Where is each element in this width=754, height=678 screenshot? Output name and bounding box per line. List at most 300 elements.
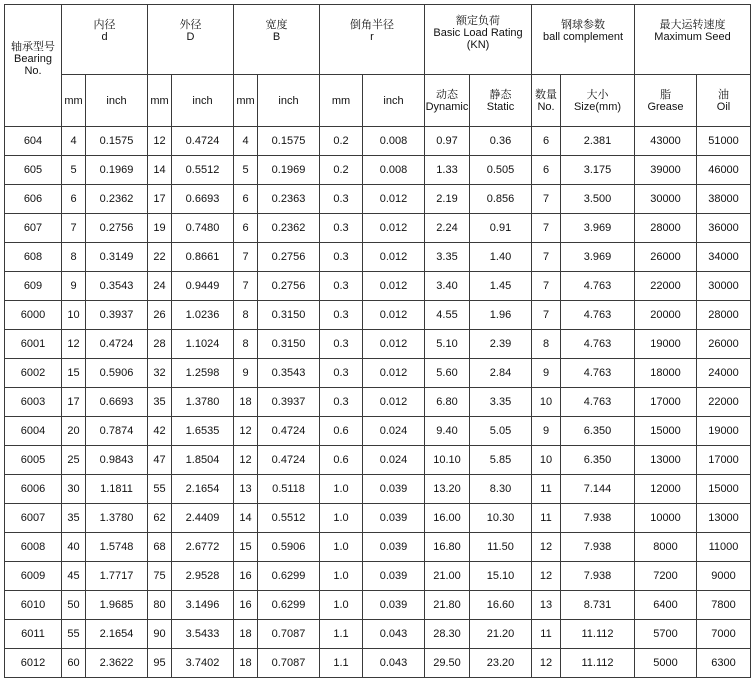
inner-mm-cell: 4 <box>62 127 86 156</box>
chamfer-mm-cell: 0.3 <box>320 301 363 330</box>
speed-grease-cell: 15000 <box>635 417 697 446</box>
width-mm-cell: 8 <box>234 301 258 330</box>
table-row <box>5 388 751 417</box>
chamfer-mm-cell: 0.6 <box>320 446 363 475</box>
outer-mm-cell: 55 <box>148 475 172 504</box>
inner-inch-cell: 2.3622 <box>86 649 148 678</box>
outer-inch-cell: 3.7402 <box>172 649 234 678</box>
load-static-cell: 2.39 <box>470 330 532 359</box>
speed-oil-cell: 7000 <box>697 620 751 649</box>
speed-oil-cell: 46000 <box>697 156 751 185</box>
chamfer-inch-cell: 0.039 <box>363 562 425 591</box>
inner-mm-cell: 45 <box>62 562 86 591</box>
width-mm-cell: 7 <box>234 272 258 301</box>
width-inch-cell: 0.2756 <box>258 272 320 301</box>
load-static-cell: 21.20 <box>470 620 532 649</box>
inner-inch-cell: 1.1811 <box>86 475 148 504</box>
inner-inch-cell: 0.6693 <box>86 388 148 417</box>
ball-size-cell: 11.112 <box>561 620 635 649</box>
ball-qty-cell: 11 <box>532 504 561 533</box>
chamfer-inch-cell: 0.012 <box>363 185 425 214</box>
header-row-groups <box>5 5 751 75</box>
chamfer-inch-cell: 0.043 <box>363 649 425 678</box>
load-static-cell: 23.20 <box>470 649 532 678</box>
load-dynamic-cell: 6.80 <box>425 388 470 417</box>
load-static-header <box>470 75 532 127</box>
speed-grease-cell: 5700 <box>635 620 697 649</box>
chamfer-mm-cell: 0.2 <box>320 156 363 185</box>
table-row <box>5 504 751 533</box>
ball-qty-cell: 7 <box>532 301 561 330</box>
outer-mm-cell: 35 <box>148 388 172 417</box>
inner-mm-cell: 35 <box>62 504 86 533</box>
inner-inch-cell: 0.5906 <box>86 359 148 388</box>
ball-qty-cell: 12 <box>532 649 561 678</box>
inner-mm-cell: 6 <box>62 185 86 214</box>
speed-grease-cell: 19000 <box>635 330 697 359</box>
dynamic-zh: 动态 <box>436 88 458 101</box>
inner-inch-cell: 0.3149 <box>86 243 148 272</box>
inner-inch-cell: 0.7874 <box>86 417 148 446</box>
speed-grease-cell: 22000 <box>635 272 697 301</box>
header-row-units <box>5 75 751 127</box>
speed-grease-cell: 39000 <box>635 156 697 185</box>
table-row <box>5 475 751 504</box>
load-dynamic-cell: 3.40 <box>425 272 470 301</box>
width-mm-cell: 6 <box>234 185 258 214</box>
load-dynamic-cell: 16.00 <box>425 504 470 533</box>
ball-complement-en: ball complement <box>542 31 624 43</box>
load-static-cell: 8.30 <box>470 475 532 504</box>
speed-oil-cell: 30000 <box>697 272 751 301</box>
ball-qty-cell: 9 <box>532 359 561 388</box>
inner-mm-cell: 55 <box>62 620 86 649</box>
ball-qty-cell: 7 <box>532 214 561 243</box>
width-inch-cell: 0.2756 <box>258 243 320 272</box>
chamfer-mm-cell: 1.0 <box>320 533 363 562</box>
inner-inch-cell: 0.3937 <box>86 301 148 330</box>
load-static-cell: 0.36 <box>470 127 532 156</box>
table-row <box>5 417 751 446</box>
unit-inch: inch <box>172 75 234 127</box>
chamfer-inch-cell: 0.012 <box>363 330 425 359</box>
oil-en: Oil <box>716 100 731 113</box>
load-dynamic-cell: 10.10 <box>425 446 470 475</box>
outer-inch-cell: 1.0236 <box>172 301 234 330</box>
bearing-no-cell: 6007 <box>5 504 62 533</box>
load-dynamic-cell: 2.24 <box>425 214 470 243</box>
chamfer-symbol: r <box>370 31 374 43</box>
bearing-no-cell: 6006 <box>5 475 62 504</box>
table-body <box>5 127 751 678</box>
outer-mm-cell: 32 <box>148 359 172 388</box>
outer-inch-cell: 1.3780 <box>172 388 234 417</box>
inner-inch-cell: 1.5748 <box>86 533 148 562</box>
table-header <box>5 5 751 127</box>
width-mm-cell: 9 <box>234 359 258 388</box>
load-static-cell: 0.856 <box>470 185 532 214</box>
outer-inch-cell: 2.9528 <box>172 562 234 591</box>
ball-qty-cell: 11 <box>532 620 561 649</box>
load-dynamic-cell: 16.80 <box>425 533 470 562</box>
load-static-cell: 2.84 <box>470 359 532 388</box>
speed-oil-cell: 51000 <box>697 127 751 156</box>
bearing-no-cell: 6003 <box>5 388 62 417</box>
load-dynamic-cell: 5.60 <box>425 359 470 388</box>
col-group-width <box>234 5 320 75</box>
ball-qty-header <box>532 75 561 127</box>
table-row <box>5 533 751 562</box>
size-zh: 大小 <box>586 88 609 101</box>
load-dynamic-cell: 21.80 <box>425 591 470 620</box>
unit-mm: mm <box>320 75 363 127</box>
ball-size-cell: 6.350 <box>561 446 635 475</box>
ball-size-cell: 3.500 <box>561 185 635 214</box>
inner-mm-cell: 12 <box>62 330 86 359</box>
speed-oil-cell: 38000 <box>697 185 751 214</box>
inner-mm-cell: 20 <box>62 417 86 446</box>
qty-zh: 数量 <box>535 88 557 101</box>
load-rating-zh: 额定负荷 <box>456 15 500 27</box>
outer-mm-cell: 12 <box>148 127 172 156</box>
chamfer-inch-cell: 0.043 <box>363 620 425 649</box>
speed-grease-cell: 18000 <box>635 359 697 388</box>
ball-qty-cell: 7 <box>532 272 561 301</box>
outer-inch-cell: 0.7480 <box>172 214 234 243</box>
bearing-no-cell: 6000 <box>5 301 62 330</box>
width-mm-cell: 18 <box>234 388 258 417</box>
load-dynamic-cell: 21.00 <box>425 562 470 591</box>
unit-inch: inch <box>258 75 320 127</box>
inner-mm-cell: 10 <box>62 301 86 330</box>
col-group-load-rating <box>425 5 532 75</box>
outer-inch-cell: 2.6772 <box>172 533 234 562</box>
outer-mm-cell: 28 <box>148 330 172 359</box>
bearing-no-cell: 605 <box>5 156 62 185</box>
ball-size-cell: 3.969 <box>561 243 635 272</box>
speed-oil-cell: 15000 <box>697 475 751 504</box>
table-row <box>5 620 751 649</box>
chamfer-inch-cell: 0.039 <box>363 475 425 504</box>
inner-mm-cell: 60 <box>62 649 86 678</box>
inner-inch-cell: 0.2362 <box>86 185 148 214</box>
width-inch-cell: 0.3937 <box>258 388 320 417</box>
outer-inch-cell: 3.5433 <box>172 620 234 649</box>
col-bearing-no <box>5 5 62 127</box>
load-static-cell: 3.35 <box>470 388 532 417</box>
table-row <box>5 591 751 620</box>
ball-size-cell: 6.350 <box>561 417 635 446</box>
speed-oil-cell: 22000 <box>697 388 751 417</box>
outer-inch-cell: 1.1024 <box>172 330 234 359</box>
speed-oil-header <box>697 75 751 127</box>
width-symbol: B <box>272 31 281 43</box>
bearing-no-cell: 6005 <box>5 446 62 475</box>
unit-mm: mm <box>234 75 258 127</box>
speed-grease-cell: 20000 <box>635 301 697 330</box>
ball-size-cell: 3.175 <box>561 156 635 185</box>
inner-inch-cell: 0.1969 <box>86 156 148 185</box>
chamfer-mm-cell: 1.1 <box>320 620 363 649</box>
ball-qty-cell: 6 <box>532 127 561 156</box>
bearing-no-cell: 6009 <box>5 562 62 591</box>
speed-grease-cell: 10000 <box>635 504 697 533</box>
width-inch-cell: 0.7087 <box>258 649 320 678</box>
load-dynamic-header <box>425 75 470 127</box>
width-mm-cell: 6 <box>234 214 258 243</box>
chamfer-mm-cell: 0.3 <box>320 359 363 388</box>
inner-inch-cell: 0.9843 <box>86 446 148 475</box>
chamfer-inch-cell: 0.012 <box>363 301 425 330</box>
width-inch-cell: 0.3543 <box>258 359 320 388</box>
table-row <box>5 301 751 330</box>
width-inch-cell: 0.4724 <box>258 446 320 475</box>
ball-size-cell: 4.763 <box>561 301 635 330</box>
outer-mm-cell: 24 <box>148 272 172 301</box>
col-group-outer-diameter <box>148 5 234 75</box>
chamfer-inch-cell: 0.039 <box>363 533 425 562</box>
speed-oil-cell: 6300 <box>697 649 751 678</box>
width-inch-cell: 0.5906 <box>258 533 320 562</box>
speed-grease-cell: 6400 <box>635 591 697 620</box>
chamfer-mm-cell: 0.3 <box>320 214 363 243</box>
width-mm-cell: 7 <box>234 243 258 272</box>
width-zh: 宽度 <box>265 19 288 31</box>
ball-qty-cell: 6 <box>532 156 561 185</box>
bearing-spec-table <box>4 4 751 678</box>
col-group-inner-diameter <box>62 5 148 75</box>
speed-grease-header <box>635 75 697 127</box>
outer-mm-cell: 47 <box>148 446 172 475</box>
inner-mm-cell: 7 <box>62 214 86 243</box>
width-inch-cell: 0.5512 <box>258 504 320 533</box>
outer-inch-cell: 2.4409 <box>172 504 234 533</box>
chamfer-mm-cell: 0.3 <box>320 330 363 359</box>
load-static-cell: 16.60 <box>470 591 532 620</box>
outer-mm-cell: 80 <box>148 591 172 620</box>
ball-size-cell: 8.731 <box>561 591 635 620</box>
bearing-no-cell: 6008 <box>5 533 62 562</box>
table-row <box>5 127 751 156</box>
width-mm-cell: 12 <box>234 446 258 475</box>
table-row <box>5 446 751 475</box>
inner-inch-cell: 0.3543 <box>86 272 148 301</box>
bearing-no-cell: 6001 <box>5 330 62 359</box>
load-static-cell: 0.91 <box>470 214 532 243</box>
chamfer-mm-cell: 0.3 <box>320 185 363 214</box>
inner-diameter-symbol: d <box>101 31 108 43</box>
unit-mm: mm <box>62 75 86 127</box>
chamfer-mm-cell: 0.6 <box>320 417 363 446</box>
size-en: Size(mm) <box>573 100 622 113</box>
chamfer-mm-cell: 1.0 <box>320 504 363 533</box>
width-inch-cell: 0.3150 <box>258 301 320 330</box>
ball-size-cell: 7.938 <box>561 533 635 562</box>
chamfer-mm-cell: 1.0 <box>320 591 363 620</box>
ball-size-cell: 11.112 <box>561 649 635 678</box>
load-dynamic-cell: 9.40 <box>425 417 470 446</box>
ball-size-cell: 7.144 <box>561 475 635 504</box>
speed-oil-cell: 17000 <box>697 446 751 475</box>
inner-mm-cell: 40 <box>62 533 86 562</box>
oil-zh: 油 <box>718 88 729 101</box>
load-dynamic-cell: 4.55 <box>425 301 470 330</box>
load-rating-en: Basic Load Rating <box>433 27 523 39</box>
width-mm-cell: 5 <box>234 156 258 185</box>
dynamic-en: Dynamic <box>425 100 469 113</box>
speed-oil-cell: 26000 <box>697 330 751 359</box>
width-inch-cell: 0.2363 <box>258 185 320 214</box>
bearing-no-cell: 6012 <box>5 649 62 678</box>
width-mm-cell: 16 <box>234 591 258 620</box>
outer-mm-cell: 95 <box>148 649 172 678</box>
outer-mm-cell: 19 <box>148 214 172 243</box>
speed-oil-cell: 36000 <box>697 214 751 243</box>
ball-size-cell: 4.763 <box>561 388 635 417</box>
inner-diameter-zh: 内径 <box>93 19 116 31</box>
unit-inch: inch <box>363 75 425 127</box>
outer-mm-cell: 75 <box>148 562 172 591</box>
outer-inch-cell: 3.1496 <box>172 591 234 620</box>
width-mm-cell: 16 <box>234 562 258 591</box>
bearing-no-cell: 6010 <box>5 591 62 620</box>
inner-inch-cell: 1.7717 <box>86 562 148 591</box>
unit-mm: mm <box>148 75 172 127</box>
speed-grease-cell: 8000 <box>635 533 697 562</box>
load-dynamic-cell: 1.33 <box>425 156 470 185</box>
max-speed-zh: 最大运转速度 <box>659 19 726 31</box>
outer-inch-cell: 1.6535 <box>172 417 234 446</box>
outer-inch-cell: 1.2598 <box>172 359 234 388</box>
ball-qty-cell: 13 <box>532 591 561 620</box>
ball-qty-cell: 11 <box>532 475 561 504</box>
speed-grease-cell: 43000 <box>635 127 697 156</box>
bearing-no-cell: 6011 <box>5 620 62 649</box>
ball-qty-cell: 12 <box>532 533 561 562</box>
chamfer-inch-cell: 0.008 <box>363 156 425 185</box>
ball-size-cell: 4.763 <box>561 330 635 359</box>
bearing-no-zh: 轴承型号 <box>11 41 55 53</box>
load-dynamic-cell: 29.50 <box>425 649 470 678</box>
chamfer-inch-cell: 0.012 <box>363 272 425 301</box>
inner-inch-cell: 0.2756 <box>86 214 148 243</box>
ball-size-cell: 2.381 <box>561 127 635 156</box>
outer-mm-cell: 17 <box>148 185 172 214</box>
speed-oil-cell: 13000 <box>697 504 751 533</box>
ball-qty-cell: 10 <box>532 446 561 475</box>
width-inch-cell: 0.2362 <box>258 214 320 243</box>
outer-mm-cell: 90 <box>148 620 172 649</box>
chamfer-inch-cell: 0.024 <box>363 446 425 475</box>
outer-mm-cell: 42 <box>148 417 172 446</box>
ball-size-cell: 7.938 <box>561 504 635 533</box>
speed-oil-cell: 7800 <box>697 591 751 620</box>
table-row <box>5 359 751 388</box>
static-en: Static <box>486 100 515 113</box>
width-inch-cell: 0.4724 <box>258 417 320 446</box>
load-static-cell: 1.40 <box>470 243 532 272</box>
inner-inch-cell: 2.1654 <box>86 620 148 649</box>
speed-oil-cell: 19000 <box>697 417 751 446</box>
outer-diameter-symbol: D <box>186 31 195 43</box>
bearing-no-cell: 604 <box>5 127 62 156</box>
width-inch-cell: 0.3150 <box>258 330 320 359</box>
ball-qty-cell: 7 <box>532 185 561 214</box>
width-inch-cell: 0.1575 <box>258 127 320 156</box>
unit-inch: inch <box>86 75 148 127</box>
outer-mm-cell: 22 <box>148 243 172 272</box>
load-dynamic-cell: 5.10 <box>425 330 470 359</box>
static-zh: 静态 <box>489 88 512 101</box>
outer-mm-cell: 26 <box>148 301 172 330</box>
ball-size-cell: 7.938 <box>561 562 635 591</box>
bearing-no-cell: 6004 <box>5 417 62 446</box>
speed-oil-cell: 9000 <box>697 562 751 591</box>
bearing-no-en2: No. <box>24 65 42 77</box>
inner-inch-cell: 1.9685 <box>86 591 148 620</box>
table-row <box>5 272 751 301</box>
load-static-cell: 15.10 <box>470 562 532 591</box>
speed-grease-cell: 13000 <box>635 446 697 475</box>
inner-mm-cell: 8 <box>62 243 86 272</box>
speed-grease-cell: 5000 <box>635 649 697 678</box>
chamfer-mm-cell: 0.3 <box>320 243 363 272</box>
chamfer-inch-cell: 0.012 <box>363 243 425 272</box>
bearing-no-cell: 6002 <box>5 359 62 388</box>
table-row <box>5 185 751 214</box>
chamfer-mm-cell: 0.3 <box>320 272 363 301</box>
bearing-no-cell: 608 <box>5 243 62 272</box>
load-static-cell: 10.30 <box>470 504 532 533</box>
col-group-ball-complement <box>532 5 635 75</box>
chamfer-mm-cell: 1.0 <box>320 475 363 504</box>
outer-mm-cell: 62 <box>148 504 172 533</box>
bearing-no-cell: 609 <box>5 272 62 301</box>
chamfer-inch-cell: 0.039 <box>363 504 425 533</box>
inner-inch-cell: 0.4724 <box>86 330 148 359</box>
chamfer-mm-cell: 1.1 <box>320 649 363 678</box>
grease-zh: 脂 <box>660 88 671 101</box>
outer-inch-cell: 0.5512 <box>172 156 234 185</box>
ball-qty-cell: 10 <box>532 388 561 417</box>
ball-qty-cell: 12 <box>532 562 561 591</box>
width-inch-cell: 0.6299 <box>258 562 320 591</box>
load-dynamic-cell: 3.35 <box>425 243 470 272</box>
col-group-max-speed <box>635 5 751 75</box>
chamfer-mm-cell: 1.0 <box>320 562 363 591</box>
table-row <box>5 156 751 185</box>
load-rating-unit: (KN) <box>466 39 490 51</box>
speed-oil-cell: 11000 <box>697 533 751 562</box>
width-inch-cell: 0.7087 <box>258 620 320 649</box>
col-group-chamfer <box>320 5 425 75</box>
speed-grease-cell: 12000 <box>635 475 697 504</box>
chamfer-inch-cell: 0.012 <box>363 359 425 388</box>
outer-inch-cell: 1.8504 <box>172 446 234 475</box>
load-static-cell: 5.05 <box>470 417 532 446</box>
bearing-no-en1: Bearing <box>14 53 52 65</box>
chamfer-mm-cell: 0.2 <box>320 127 363 156</box>
width-mm-cell: 18 <box>234 649 258 678</box>
chamfer-inch-cell: 0.039 <box>363 591 425 620</box>
inner-mm-cell: 30 <box>62 475 86 504</box>
width-inch-cell: 0.5118 <box>258 475 320 504</box>
outer-mm-cell: 14 <box>148 156 172 185</box>
load-dynamic-cell: 28.30 <box>425 620 470 649</box>
ball-size-cell: 4.763 <box>561 272 635 301</box>
outer-inch-cell: 0.4724 <box>172 127 234 156</box>
speed-oil-cell: 24000 <box>697 359 751 388</box>
